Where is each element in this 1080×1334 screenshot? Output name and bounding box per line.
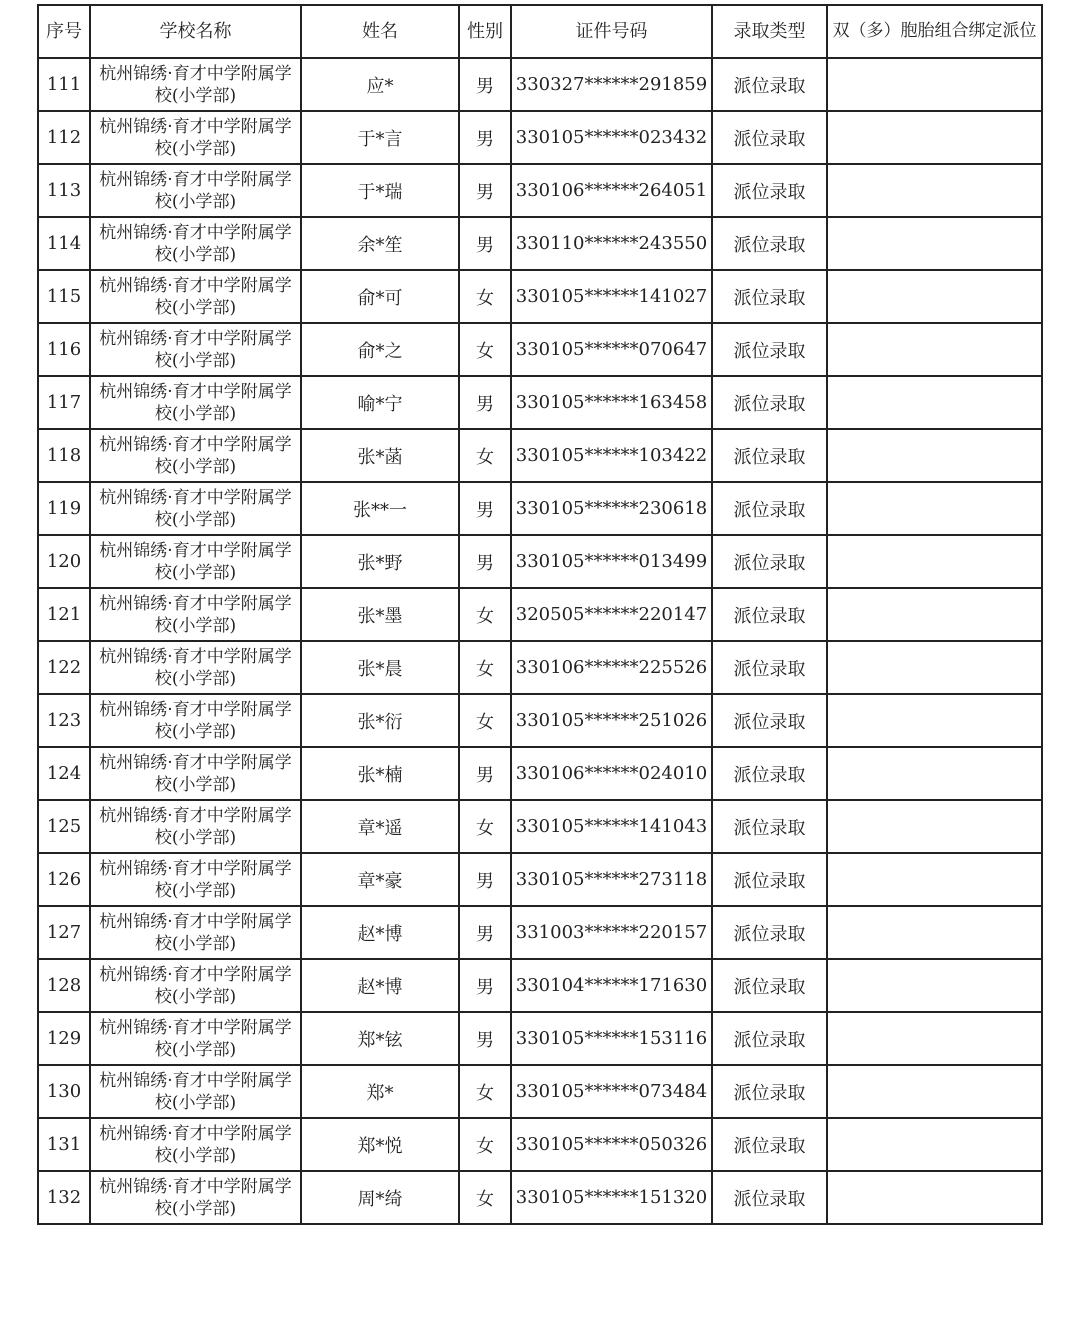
cell-twin (827, 111, 1042, 164)
table-row (38, 376, 1042, 429)
cell-id: 331003******220157 (511, 906, 712, 959)
cell-seq: 111 (38, 58, 90, 111)
cell-gender: 男 (459, 906, 511, 959)
cell-school: 杭州锦绣·育才中学附属学校(小学部) (90, 853, 301, 906)
cell-type: 派位录取 (712, 641, 827, 694)
cell-id: 330110******243550 (511, 217, 712, 270)
cell-seq: 117 (38, 376, 90, 429)
cell-type: 派位录取 (712, 535, 827, 588)
table-row (38, 800, 1042, 853)
cell-name: 余*笙 (301, 217, 459, 270)
cell-name: 应* (301, 58, 459, 111)
cell-twin (827, 164, 1042, 217)
cell-type: 派位录取 (712, 853, 827, 906)
cell-twin (827, 588, 1042, 641)
table-row (38, 111, 1042, 164)
cell-school: 杭州锦绣·育才中学附属学校(小学部) (90, 58, 301, 111)
cell-seq: 127 (38, 906, 90, 959)
cell-id: 330105******070647 (511, 323, 712, 376)
cell-name: 于*瑞 (301, 164, 459, 217)
cell-school: 杭州锦绣·育才中学附属学校(小学部) (90, 588, 301, 641)
cell-id: 330105******163458 (511, 376, 712, 429)
cell-school: 杭州锦绣·育才中学附属学校(小学部) (90, 376, 301, 429)
cell-seq: 125 (38, 800, 90, 853)
header-type: 录取类型 (712, 5, 827, 58)
cell-type: 派位录取 (712, 270, 827, 323)
cell-id: 330105******073484 (511, 1065, 712, 1118)
cell-id: 330105******153116 (511, 1012, 712, 1065)
cell-type: 派位录取 (712, 1171, 827, 1224)
cell-id: 330105******141043 (511, 800, 712, 853)
table-row (38, 323, 1042, 376)
cell-name: 张*菡 (301, 429, 459, 482)
cell-twin (827, 959, 1042, 1012)
cell-gender: 女 (459, 270, 511, 323)
cell-name: 郑*悦 (301, 1118, 459, 1171)
cell-id: 320505******220147 (511, 588, 712, 641)
cell-name: 赵*博 (301, 959, 459, 1012)
cell-gender: 男 (459, 959, 511, 1012)
cell-twin (827, 800, 1042, 853)
cell-type: 派位录取 (712, 429, 827, 482)
cell-twin (827, 482, 1042, 535)
cell-twin (827, 853, 1042, 906)
cell-gender: 男 (459, 853, 511, 906)
header-gender: 性别 (459, 5, 511, 58)
cell-gender: 女 (459, 694, 511, 747)
cell-name: 张*楠 (301, 747, 459, 800)
cell-twin (827, 217, 1042, 270)
cell-school: 杭州锦绣·育才中学附属学校(小学部) (90, 1065, 301, 1118)
cell-school: 杭州锦绣·育才中学附属学校(小学部) (90, 1118, 301, 1171)
cell-gender: 男 (459, 58, 511, 111)
header-row (38, 5, 1042, 58)
cell-seq: 115 (38, 270, 90, 323)
cell-seq: 113 (38, 164, 90, 217)
cell-school: 杭州锦绣·育才中学附属学校(小学部) (90, 323, 301, 376)
cell-type: 派位录取 (712, 1012, 827, 1065)
cell-type: 派位录取 (712, 376, 827, 429)
cell-type: 派位录取 (712, 1118, 827, 1171)
cell-type: 派位录取 (712, 217, 827, 270)
cell-school: 杭州锦绣·育才中学附属学校(小学部) (90, 482, 301, 535)
cell-school: 杭州锦绣·育才中学附属学校(小学部) (90, 959, 301, 1012)
cell-id: 330105******023432 (511, 111, 712, 164)
table-row (38, 1065, 1042, 1118)
table-row (38, 588, 1042, 641)
cell-twin (827, 58, 1042, 111)
cell-seq: 126 (38, 853, 90, 906)
cell-type: 派位录取 (712, 959, 827, 1012)
cell-school: 杭州锦绣·育才中学附属学校(小学部) (90, 747, 301, 800)
cell-twin (827, 270, 1042, 323)
cell-gender: 男 (459, 535, 511, 588)
cell-gender: 男 (459, 376, 511, 429)
cell-gender: 男 (459, 1012, 511, 1065)
cell-gender: 女 (459, 323, 511, 376)
cell-seq: 114 (38, 217, 90, 270)
cell-name: 俞*之 (301, 323, 459, 376)
cell-name: 喻*宁 (301, 376, 459, 429)
cell-seq: 119 (38, 482, 90, 535)
cell-seq: 129 (38, 1012, 90, 1065)
cell-twin (827, 747, 1042, 800)
cell-id: 330105******050326 (511, 1118, 712, 1171)
header-id: 证件号码 (511, 5, 712, 58)
cell-name: 张*衍 (301, 694, 459, 747)
cell-name: 张*野 (301, 535, 459, 588)
table-row (38, 164, 1042, 217)
cell-twin (827, 535, 1042, 588)
cell-gender: 男 (459, 747, 511, 800)
cell-school: 杭州锦绣·育才中学附属学校(小学部) (90, 694, 301, 747)
admission-table (37, 4, 1043, 1225)
cell-twin (827, 376, 1042, 429)
cell-id: 330105******141027 (511, 270, 712, 323)
table-row (38, 429, 1042, 482)
cell-seq: 128 (38, 959, 90, 1012)
cell-id: 330105******273118 (511, 853, 712, 906)
cell-seq: 130 (38, 1065, 90, 1118)
cell-seq: 118 (38, 429, 90, 482)
cell-name: 郑* (301, 1065, 459, 1118)
cell-name: 张**一 (301, 482, 459, 535)
cell-name: 章*遥 (301, 800, 459, 853)
cell-name: 张*墨 (301, 588, 459, 641)
table-row (38, 1118, 1042, 1171)
cell-twin (827, 1171, 1042, 1224)
cell-name: 郑*铉 (301, 1012, 459, 1065)
cell-type: 派位录取 (712, 747, 827, 800)
cell-gender: 女 (459, 1065, 511, 1118)
cell-name: 张*晨 (301, 641, 459, 694)
cell-type: 派位录取 (712, 906, 827, 959)
cell-gender: 女 (459, 1171, 511, 1224)
cell-id: 330105******103422 (511, 429, 712, 482)
table-row (38, 1012, 1042, 1065)
header-seq: 序号 (38, 5, 90, 58)
table-row (38, 694, 1042, 747)
cell-twin (827, 429, 1042, 482)
header-name: 姓名 (301, 5, 459, 58)
cell-type: 派位录取 (712, 588, 827, 641)
cell-type: 派位录取 (712, 482, 827, 535)
cell-id: 330327******291859 (511, 58, 712, 111)
cell-seq: 124 (38, 747, 90, 800)
cell-gender: 女 (459, 641, 511, 694)
cell-gender: 女 (459, 800, 511, 853)
cell-school: 杭州锦绣·育才中学附属学校(小学部) (90, 641, 301, 694)
cell-gender: 女 (459, 1118, 511, 1171)
cell-school: 杭州锦绣·育才中学附属学校(小学部) (90, 429, 301, 482)
cell-twin (827, 1118, 1042, 1171)
cell-twin (827, 641, 1042, 694)
table-row (38, 959, 1042, 1012)
cell-id: 330106******264051 (511, 164, 712, 217)
cell-gender: 男 (459, 111, 511, 164)
cell-school: 杭州锦绣·育才中学附属学校(小学部) (90, 111, 301, 164)
table-row (38, 641, 1042, 694)
cell-twin (827, 1012, 1042, 1065)
cell-gender: 女 (459, 429, 511, 482)
table-row (38, 853, 1042, 906)
cell-seq: 116 (38, 323, 90, 376)
table-row (38, 270, 1042, 323)
table-row (38, 58, 1042, 111)
cell-school: 杭州锦绣·育才中学附属学校(小学部) (90, 906, 301, 959)
cell-seq: 121 (38, 588, 90, 641)
cell-name: 周*绮 (301, 1171, 459, 1224)
cell-seq: 132 (38, 1171, 90, 1224)
cell-type: 派位录取 (712, 694, 827, 747)
cell-name: 俞*可 (301, 270, 459, 323)
cell-id: 330106******024010 (511, 747, 712, 800)
table-row (38, 1171, 1042, 1224)
cell-gender: 男 (459, 164, 511, 217)
cell-type: 派位录取 (712, 58, 827, 111)
cell-seq: 123 (38, 694, 90, 747)
cell-seq: 112 (38, 111, 90, 164)
cell-type: 派位录取 (712, 164, 827, 217)
cell-id: 330105******151320 (511, 1171, 712, 1224)
cell-id: 330106******225526 (511, 641, 712, 694)
cell-school: 杭州锦绣·育才中学附属学校(小学部) (90, 800, 301, 853)
cell-name: 于*言 (301, 111, 459, 164)
table-row (38, 535, 1042, 588)
table-row (38, 217, 1042, 270)
cell-school: 杭州锦绣·育才中学附属学校(小学部) (90, 270, 301, 323)
cell-twin (827, 323, 1042, 376)
cell-name: 章*豪 (301, 853, 459, 906)
cell-type: 派位录取 (712, 800, 827, 853)
cell-seq: 122 (38, 641, 90, 694)
cell-id: 330105******251026 (511, 694, 712, 747)
table-body (38, 58, 1042, 1224)
cell-gender: 男 (459, 217, 511, 270)
cell-gender: 男 (459, 482, 511, 535)
cell-id: 330104******171630 (511, 959, 712, 1012)
cell-type: 派位录取 (712, 323, 827, 376)
table-row (38, 747, 1042, 800)
cell-seq: 131 (38, 1118, 90, 1171)
header-school: 学校名称 (90, 5, 301, 58)
cell-twin (827, 906, 1042, 959)
cell-twin (827, 694, 1042, 747)
cell-school: 杭州锦绣·育才中学附属学校(小学部) (90, 535, 301, 588)
cell-twin (827, 1065, 1042, 1118)
cell-id: 330105******230618 (511, 482, 712, 535)
cell-name: 赵*博 (301, 906, 459, 959)
cell-gender: 女 (459, 588, 511, 641)
cell-school: 杭州锦绣·育才中学附属学校(小学部) (90, 1171, 301, 1224)
cell-school: 杭州锦绣·育才中学附属学校(小学部) (90, 164, 301, 217)
cell-seq: 120 (38, 535, 90, 588)
cell-school: 杭州锦绣·育才中学附属学校(小学部) (90, 217, 301, 270)
table-row (38, 906, 1042, 959)
cell-id: 330105******013499 (511, 535, 712, 588)
cell-type: 派位录取 (712, 111, 827, 164)
table-row (38, 482, 1042, 535)
header-twin: 双（多）胞胎组合绑定派位 (827, 5, 1042, 58)
cell-type: 派位录取 (712, 1065, 827, 1118)
cell-school: 杭州锦绣·育才中学附属学校(小学部) (90, 1012, 301, 1065)
